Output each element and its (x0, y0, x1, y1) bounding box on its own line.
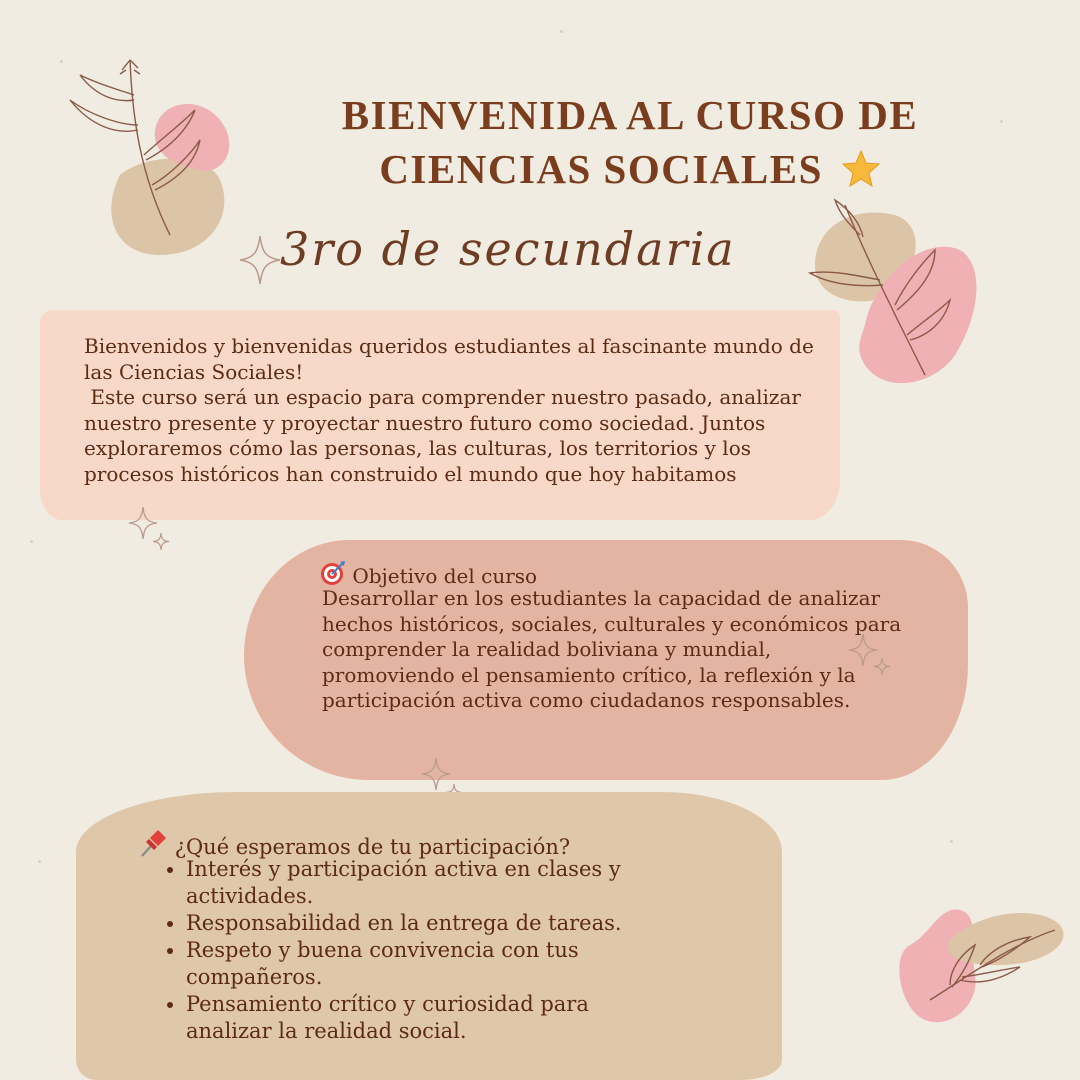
list-item: • Pensamiento crítico y curiosidad para analizar la realidad social. (186, 991, 676, 1045)
paper-speck (38, 860, 41, 863)
sparkle-icon (125, 505, 175, 553)
subtitle: 3ro de secundaria (280, 222, 736, 276)
expectations-heading: ¿Qué esperamos de tu participación? (174, 835, 571, 859)
paper-speck (950, 840, 953, 843)
sparkle-icon (845, 632, 895, 678)
pink-blob (899, 909, 975, 1022)
list-item: • Respeto y buena convivencia con tus compañeros. (186, 937, 676, 991)
paper-speck (30, 540, 33, 543)
objective-body: Desarrollar en los estudiantes la capacidad de analizar hechos históricos, sociales, culturales y económicos para comprender la realidad boliviana y mundial, promoviendo el pensamiento crítico, la reflexión y la participación activa como ciudadanos responsables. (322, 586, 902, 712)
list-item: • Responsabilidad en la entrega de tareas. (186, 910, 676, 937)
sparkle-icon (240, 236, 284, 286)
list-item: • Interés y participación activa en clases y actividades. (186, 856, 676, 910)
star-icon (841, 147, 881, 201)
bottom-right-floral-decoration (890, 905, 1070, 1035)
objective-heading: Objetivo del curso (352, 564, 538, 588)
beige-blob (111, 159, 224, 255)
title-line-1: BIENVENIDA AL CURSO DE (341, 92, 919, 138)
title-line-2: CIENCIAS SOCIALES (379, 146, 823, 192)
paper-speck (1000, 120, 1003, 123)
intro-text: Bienvenidos y bienvenidas queridos estudiantes al fascinante mundo de las Ciencias Sociales! Este curso será un espacio para comprender nuestro pasado, analizar nuestro presente y proyectar nuestro futuro como sociedad. Juntos exploraremos cómo las personas, las culturas, los territorios y los procesos históricos han construido el mundo que hoy habitamos (84, 334, 814, 486)
page-title (300, 88, 960, 201)
expectations-panel (76, 792, 782, 1080)
paper-speck (560, 30, 563, 33)
expectations-list (160, 856, 676, 1045)
intro-panel (40, 310, 840, 520)
top-left-floral-decoration (60, 55, 250, 265)
